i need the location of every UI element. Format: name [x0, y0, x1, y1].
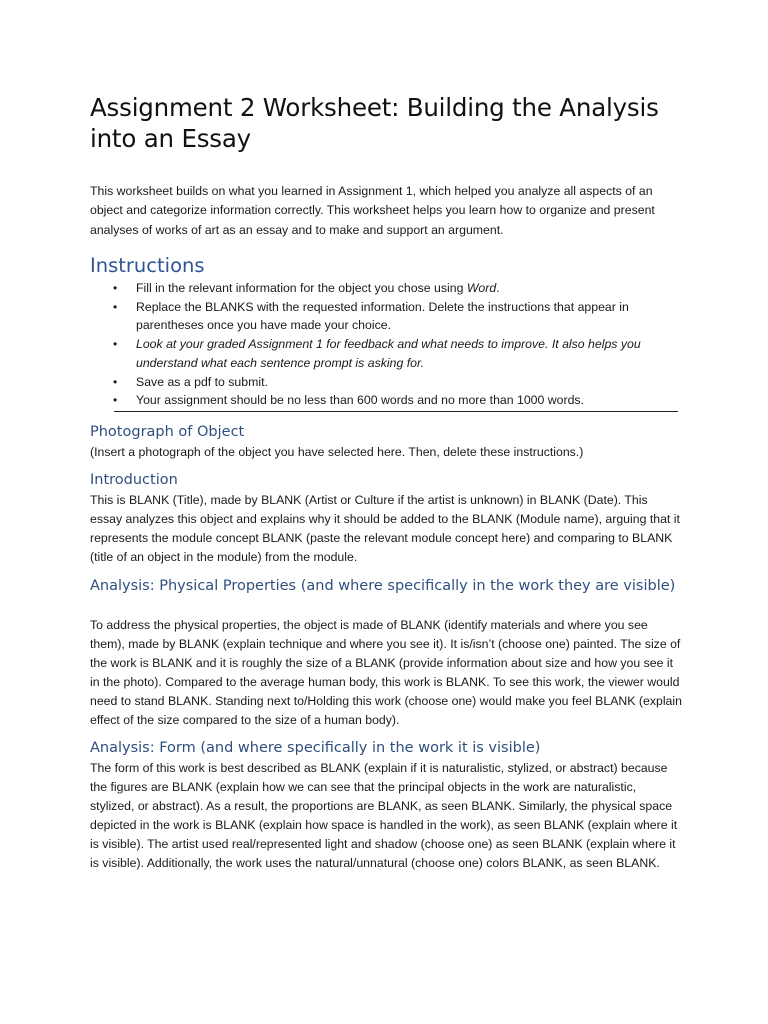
list-item — [90, 373, 680, 392]
bullet-icon: • — [113, 281, 118, 295]
section-divider — [114, 411, 678, 412]
list-item-text: Save as a pdf to submit. — [136, 374, 268, 389]
section-body-introduction: This is BLANK (Title), made by BLANK (Artist or Culture if the artist is unknown) in BLANK (Date). This essay analyzes this object and explains why it should be added to the BLANK (Module name), arguing that it represents the module concept BLANK (paste the relevant module concept here) and comparing to BLANK (title of an object in the module) from the module. — [90, 493, 680, 564]
section-body-form: The form of this work is best described as BLANK (explain if it is naturalistic, stylized, or abstract) because the figures are BLANK (explain how we can see that the principal objects in the work are naturalistic, stylized, or abstract). As a result, the proportions are BLANK, as seen BLANK. Similarly, the physical space depicted in the work is BLANK (explain how space is handled in the work), as seen BLANK (explain where it is visible). The artist used real/represented light and shadow (choose one) as seen BLANK (explain where it is visible). Additionally, the work uses the natural/unnatural (choose one) colors BLANK, as seen BLANK. — [90, 761, 678, 870]
list-item-text: Your assignment should be no less than 600 words and no more than 1000 words. — [136, 393, 584, 408]
list-item — [90, 298, 680, 335]
bullet-icon: • — [113, 299, 118, 314]
list-item — [90, 279, 680, 298]
section-heading-physical-properties: Analysis: Physical Properties (and where specifically in the work they are visible) — [90, 578, 676, 594]
list-item-text: Fill in the relevant information for the object you chose using Word. — [136, 281, 500, 295]
section-heading-form: Analysis: Form (and where specifically in the work it is visible) — [90, 740, 541, 756]
section-heading-introduction: Introduction — [90, 472, 178, 488]
list-item — [90, 335, 680, 372]
document-title: Assignment 2 Worksheet: Building the Analysis into an Essay — [90, 93, 659, 153]
bullet-icon: • — [113, 374, 118, 389]
instructions-heading: Instructions — [90, 254, 205, 277]
instructions-list — [90, 279, 680, 410]
section-body-physical-properties: To address the physical properties, the object is made of BLANK (identify materials and where you see them), made by BLANK (explain technique and where you see it). It is/isn’t (choose one) painted. The size of the work is BLANK and it is roughly the size of a BLANK (provide information about size and how you see it in the photo). Compared to the average human body, this work is BLANK. To see this work, the viewer would need to stand BLANK. Standing next to/Holding this work (choose one) would make you feel BLANK (explain effect of the size compared to the size of a human body). — [90, 618, 682, 727]
section-body-photograph: (Insert a photograph of the object you have selected here. Then, delete these instructions.) — [90, 445, 584, 459]
bullet-icon: • — [113, 393, 118, 408]
list-item-text: Look at your graded Assignment 1 for feedback and what needs to improve. It also helps you understand what each sentence prompt is asking for. — [136, 337, 641, 370]
intro-paragraph: This worksheet builds on what you learned in Assignment 1, which helped you analyze all aspects of an object and categorize information correctly. This worksheet helps you learn how to organize and present analyses of works of art as an essay and to make and support an argument. — [90, 184, 655, 237]
bullet-icon: • — [113, 337, 118, 352]
section-heading-photograph: Photograph of Object — [90, 424, 245, 440]
list-item — [90, 391, 680, 410]
list-item-text: Replace the BLANKS with the requested information. Delete the instructions that appear in parentheses once you have made your choice. — [136, 299, 629, 333]
